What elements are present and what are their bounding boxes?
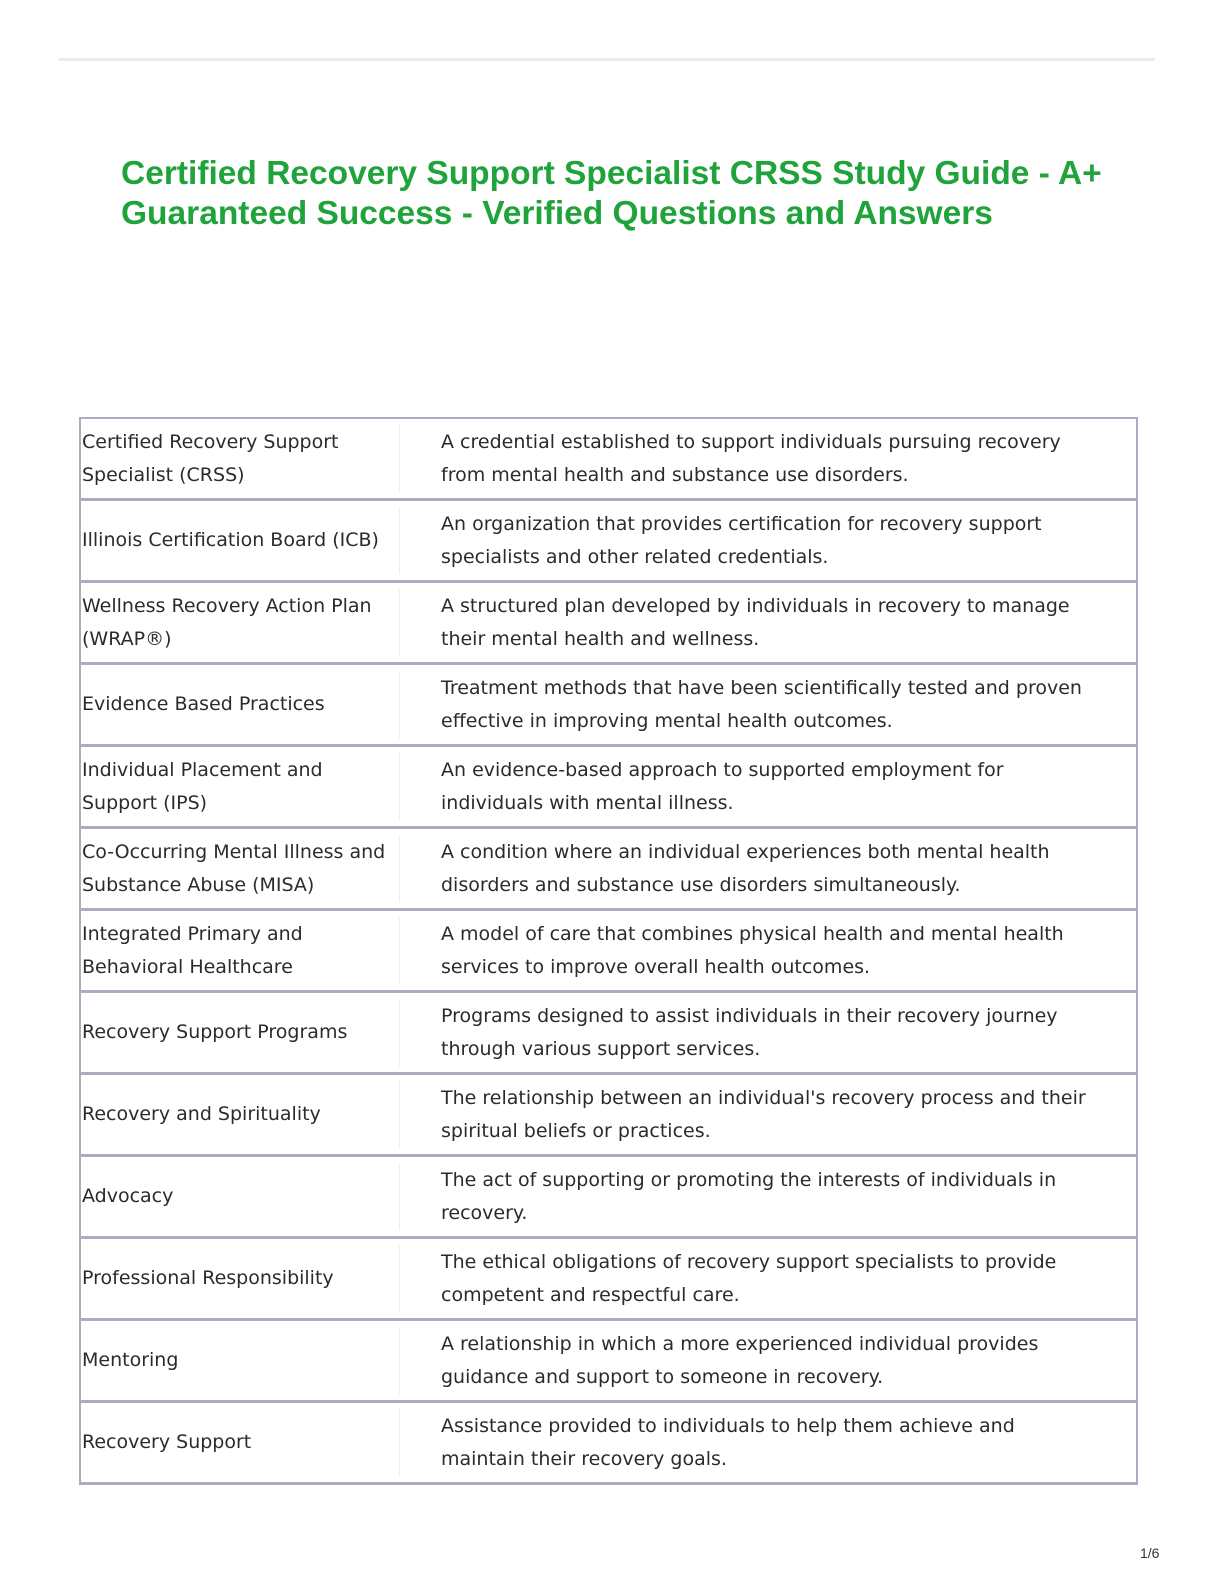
term-cell: Certified Recovery Support Specialist (CRSS) bbox=[81, 425, 400, 492]
table-row bbox=[81, 747, 1136, 829]
table-row bbox=[81, 911, 1136, 993]
definition-cell: A model of care that combines physical health and mental health services to improve overall health outcomes. bbox=[441, 922, 1064, 978]
term-cell: Mentoring bbox=[81, 1327, 400, 1394]
table-row bbox=[81, 1403, 1136, 1485]
table-row bbox=[81, 501, 1136, 583]
term-cell: Advocacy bbox=[81, 1163, 400, 1230]
term-cell: Individual Placement and Support (IPS) bbox=[81, 753, 400, 820]
table-row bbox=[81, 1321, 1136, 1403]
definition-cell: An organization that provides certification for recovery support specialists and other related credentials. bbox=[441, 512, 1042, 568]
term-cell: Recovery Support bbox=[81, 1409, 400, 1476]
definition-cell: The ethical obligations of recovery support specialists to provide competent and respectful care. bbox=[441, 1250, 1057, 1306]
table-row bbox=[81, 419, 1136, 501]
definition-cell: The act of supporting or promoting the interests of individuals in recovery. bbox=[441, 1168, 1057, 1224]
term-cell: Co-Occurring Mental Illness and Substance Abuse (MISA) bbox=[81, 835, 400, 902]
definition-cell: Treatment methods that have been scientifically tested and proven effective in improving mental health outcomes. bbox=[441, 676, 1082, 732]
term-cell: Illinois Certification Board (ICB) bbox=[81, 507, 400, 574]
glossary-table bbox=[79, 417, 1138, 1485]
term-cell: Recovery and Spirituality bbox=[81, 1081, 400, 1148]
definition-cell: A condition where an individual experiences both mental health disorders and substance use disorders simultaneously. bbox=[441, 840, 1050, 896]
term-cell: Professional Responsibility bbox=[81, 1245, 400, 1312]
table-row bbox=[81, 1239, 1136, 1321]
term-cell: Wellness Recovery Action Plan (WRAP®) bbox=[81, 589, 400, 656]
term-cell: Recovery Support Programs bbox=[81, 999, 400, 1066]
definition-cell: A relationship in which a more experienced individual provides guidance and support to someone in recovery. bbox=[441, 1332, 1039, 1388]
table-row bbox=[81, 583, 1136, 665]
table-row bbox=[81, 665, 1136, 747]
definition-cell: Programs designed to assist individuals in their recovery journey through various support services. bbox=[441, 1004, 1058, 1060]
top-divider bbox=[58, 58, 1155, 61]
document-title: Certified Recovery Support Specialist CRSS Study Guide - A+ Guaranteed Success - Verified Questions and Answers bbox=[121, 155, 1102, 232]
definition-cell: Assistance provided to individuals to help them achieve and maintain their recovery goals. bbox=[441, 1414, 1015, 1470]
definition-cell: A credential established to support individuals pursuing recovery from mental health and substance use disorders. bbox=[441, 430, 1061, 486]
definition-cell: A structured plan developed by individuals in recovery to manage their mental health and wellness. bbox=[441, 594, 1070, 650]
table-row bbox=[81, 829, 1136, 911]
term-cell: Integrated Primary and Behavioral Healthcare bbox=[81, 917, 400, 984]
table-row bbox=[81, 993, 1136, 1075]
table-row bbox=[81, 1075, 1136, 1157]
definition-cell: The relationship between an individual's recovery process and their spiritual beliefs or practices. bbox=[441, 1086, 1086, 1142]
table-row bbox=[81, 1157, 1136, 1239]
page-number: 1/6 bbox=[1140, 1545, 1160, 1561]
term-cell: Evidence Based Practices bbox=[81, 671, 400, 738]
definition-cell: An evidence-based approach to supported employment for individuals with mental illness. bbox=[441, 758, 1004, 814]
